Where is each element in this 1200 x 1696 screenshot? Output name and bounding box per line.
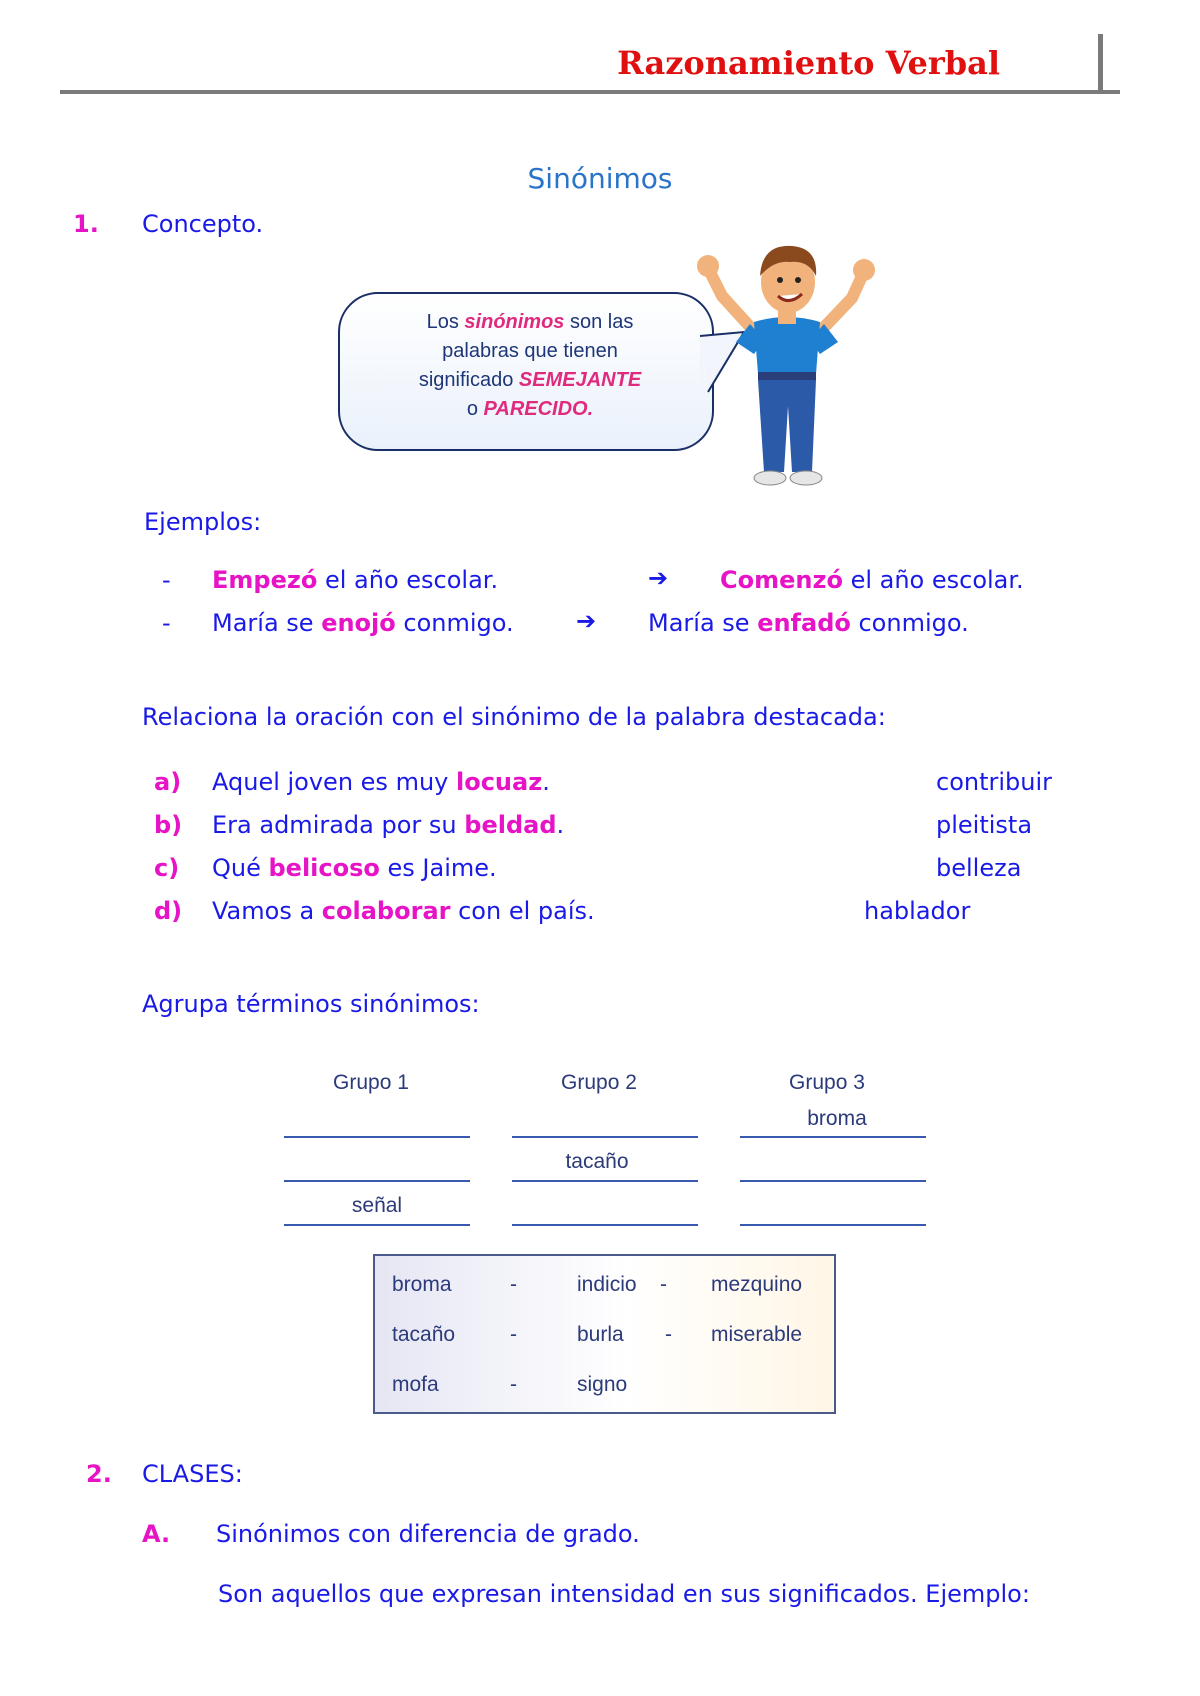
page-title: Sinónimos	[527, 162, 673, 195]
group-label: Grupo 2	[561, 1071, 637, 1094]
example-2-original: María se enojó conmigo.	[212, 609, 514, 637]
word-bank-separator: -	[510, 1273, 517, 1296]
item-letter: d)	[154, 897, 183, 925]
arrow-icon: ➔	[576, 607, 597, 635]
examples-label: Ejemplos:	[144, 508, 262, 536]
word-bank-word: indicio	[577, 1273, 637, 1296]
relate-option: hablador	[864, 897, 971, 925]
subsection-title: Sinónimos con diferencia de grado.	[216, 1520, 640, 1548]
section-title: CLASES:	[142, 1460, 243, 1488]
relate-instruction: Relaciona la oración con el sinónimo de la palabra destacada:	[142, 703, 886, 731]
blank-line	[284, 1180, 470, 1182]
blank-line	[740, 1180, 926, 1182]
header-divider	[60, 90, 1120, 94]
word-bank-word: burla	[577, 1323, 624, 1346]
relate-option: pleitista	[936, 811, 1033, 839]
example-1-synonym: Comenzó el año escolar.	[720, 566, 1024, 594]
blank-line	[284, 1136, 470, 1138]
word-bank-word: mezquino	[711, 1273, 803, 1296]
example-1-original: Empezó el año escolar.	[212, 566, 499, 594]
item-letter: a)	[154, 768, 182, 796]
word-bank-word: signo	[577, 1373, 628, 1396]
header-divider-vertical	[1098, 34, 1103, 94]
relate-sentence: Aquel joven es muy locuaz.	[212, 768, 550, 796]
concept-definition: Los sinónimos son las palabras que tienen significado SEMEJANTE o PARECIDO.	[418, 311, 642, 420]
section-number: 1.	[73, 210, 99, 238]
item-letter: c)	[154, 854, 180, 882]
blank-line	[512, 1180, 698, 1182]
word-bank-word: broma	[392, 1273, 452, 1296]
header-title: Razonamiento Verbal	[617, 44, 1000, 82]
word-bank-separator: -	[660, 1273, 667, 1296]
subsection-description: Son aquellos que expresan intensidad en sus significados. Ejemplo:	[218, 1580, 1030, 1608]
example-2-synonym: María se enfadó conmigo.	[648, 609, 969, 637]
subsection-letter: A.	[142, 1520, 171, 1548]
word-bank-word: miserable	[711, 1323, 803, 1346]
blank-line	[512, 1136, 698, 1138]
word-bank-word: tacaño	[392, 1323, 456, 1346]
relate-option: belleza	[936, 854, 1022, 882]
relate-sentence: Era admirada por su beldad.	[212, 811, 565, 839]
boy-illustration	[692, 236, 882, 494]
relate-sentence: Qué belicoso es Jaime.	[212, 854, 497, 882]
blank-line	[740, 1224, 926, 1226]
word-bank-separator: -	[510, 1323, 517, 1346]
example-1-dash: -	[162, 566, 171, 594]
word-bank-separator: -	[510, 1373, 517, 1396]
blank-line	[284, 1224, 470, 1226]
section-number: 2.	[86, 1460, 112, 1488]
word-bank-word: mofa	[392, 1373, 439, 1396]
item-letter: b)	[154, 811, 183, 839]
group-slot: señal	[351, 1194, 403, 1217]
group-instruction: Agrupa términos sinónimos:	[142, 990, 480, 1018]
blank-line	[512, 1224, 698, 1226]
section-title: Concepto.	[142, 210, 264, 238]
example-2-dash: -	[162, 609, 171, 637]
blank-line	[740, 1136, 926, 1138]
group-slot: tacaño	[565, 1150, 629, 1173]
group-slot: broma	[807, 1107, 867, 1130]
arrow-icon: ➔	[648, 564, 669, 592]
relate-sentence: Vamos a colaborar con el país.	[212, 897, 595, 925]
group-label: Grupo 1	[333, 1071, 409, 1094]
group-label: Grupo 3	[789, 1071, 865, 1094]
word-bank-separator: -	[665, 1323, 672, 1346]
relate-option: contribuir	[936, 768, 1053, 796]
